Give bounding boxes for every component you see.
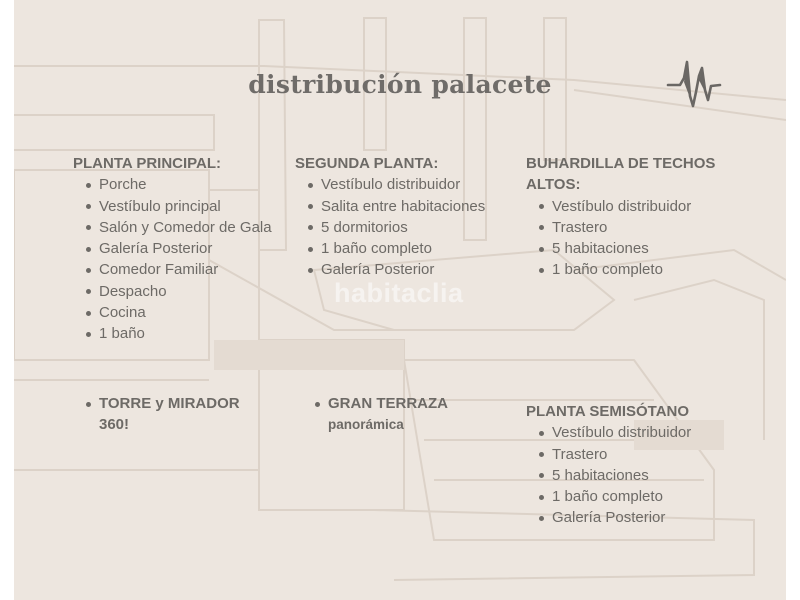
section-heading: PLANTA PRINCIPAL: xyxy=(73,155,222,172)
list-item: Despacho xyxy=(73,281,272,302)
section-buhardilla xyxy=(526,153,715,281)
page-title: distribución palacete xyxy=(248,70,552,99)
list-item: 1 baño completo xyxy=(526,486,691,507)
list-item: Porche xyxy=(73,174,272,195)
waveform-logo-icon xyxy=(666,58,722,114)
feature-gran-terraza xyxy=(302,393,448,435)
list-item: 5 habitaciones xyxy=(526,465,691,486)
section-heading xyxy=(526,153,715,196)
list-item: Vestíbulo principal xyxy=(73,196,272,217)
feature-line: 360! xyxy=(99,416,130,433)
list-item: Galería Posterior xyxy=(526,507,691,528)
list-item: Trastero xyxy=(526,444,691,465)
section-segunda-planta xyxy=(295,153,485,281)
list-item: Vestíbulo distribuidor xyxy=(526,196,715,217)
list-item: Comedor Familiar xyxy=(73,259,272,280)
section-heading: PLANTA SEMISÓTANO xyxy=(526,403,690,420)
section-heading-line1: BUHARDILLA DE TECHOS xyxy=(526,155,716,172)
list-item: Galería Posterior xyxy=(73,238,272,259)
watermark-text: habitaclia xyxy=(334,278,464,308)
section-heading: SEGUNDA PLANTA: xyxy=(295,155,439,172)
list-item: 1 baño xyxy=(73,323,272,344)
list-item: Vestíbulo distribuidor xyxy=(295,174,485,195)
brochure-page xyxy=(14,0,786,600)
feature-line: panorámica xyxy=(328,417,404,432)
list-item: Galería Posterior xyxy=(295,259,485,280)
list-item: 5 dormitorios xyxy=(295,217,485,238)
list-item: Cocina xyxy=(73,302,272,323)
list-item: 5 habitaciones xyxy=(526,238,715,259)
room-list xyxy=(526,422,691,528)
list-item: Salita entre habitaciones xyxy=(295,196,485,217)
section-planta-semisotano xyxy=(526,401,691,529)
list-item: 1 baño completo xyxy=(526,259,715,280)
room-list xyxy=(73,174,272,344)
list-item: Trastero xyxy=(526,217,715,238)
room-list xyxy=(526,196,715,281)
feature-torre-mirador xyxy=(73,393,240,435)
room-list xyxy=(295,174,485,280)
list-item: 1 baño completo xyxy=(295,238,485,259)
section-heading-line2: ALTOS: xyxy=(526,176,581,194)
section-planta-principal xyxy=(73,153,272,345)
feature-line: GRAN TERRAZA xyxy=(302,393,448,414)
list-item: Vestíbulo distribuidor xyxy=(526,422,691,443)
list-item: Salón y Comedor de Gala xyxy=(73,217,272,238)
feature-line: TORRE y MIRADOR xyxy=(73,393,240,414)
